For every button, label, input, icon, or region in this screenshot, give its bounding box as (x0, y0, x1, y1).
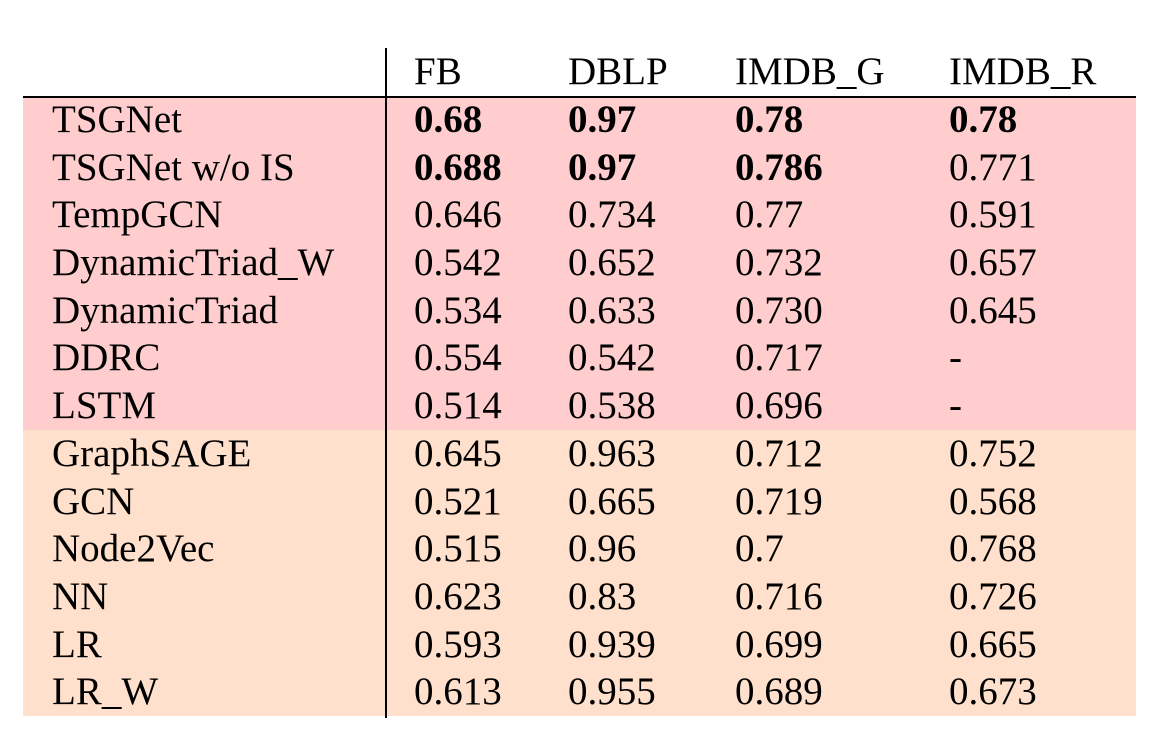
method-name-cell: TempGCN (52, 193, 223, 237)
header-cell-imdb-g: IMDB_G (735, 50, 885, 93)
score-cell: 0.732 (735, 241, 823, 285)
score-cell: 0.515 (414, 527, 502, 571)
table-row (23, 144, 1136, 192)
score-cell: 0.542 (568, 336, 656, 380)
score-cell: 0.726 (949, 574, 1037, 618)
score-cell: 0.538 (568, 384, 656, 428)
score-cell: 0.514 (414, 384, 502, 428)
table-row (23, 287, 1136, 335)
score-cell: 0.97 (568, 98, 637, 141)
table-header-row (23, 48, 1136, 96)
method-name-cell: Node2Vec (52, 527, 215, 571)
score-cell: 0.665 (568, 479, 656, 523)
score-cell: 0.568 (949, 479, 1037, 523)
score-cell: 0.542 (414, 241, 502, 285)
score-cell: 0.83 (568, 574, 637, 618)
table-row (23, 96, 1136, 144)
score-cell: 0.665 (949, 622, 1037, 666)
score-cell: 0.963 (568, 431, 656, 475)
score-cell: 0.716 (735, 574, 823, 618)
table-row (23, 668, 1136, 716)
table-row (23, 621, 1136, 669)
score-cell: 0.696 (735, 384, 823, 428)
header-cell-imdb-r: IMDB_R (949, 50, 1097, 93)
method-name-cell: GraphSAGE (52, 431, 252, 475)
header-cell-fb: FB (414, 50, 462, 93)
table-row (23, 525, 1136, 573)
method-name-cell: LR_W (52, 670, 159, 714)
score-cell: 0.688 (414, 145, 502, 189)
score-cell: 0.955 (568, 670, 656, 714)
score-cell: 0.752 (949, 431, 1037, 475)
score-cell: 0.613 (414, 670, 502, 714)
method-name-cell: LSTM (52, 384, 157, 428)
score-cell: 0.521 (414, 479, 502, 523)
table-row (23, 191, 1136, 239)
method-name-cell: LR (52, 622, 102, 666)
score-cell: - (949, 336, 962, 380)
score-cell: 0.652 (568, 241, 656, 285)
table-body (23, 96, 1136, 716)
score-cell: 0.633 (568, 288, 656, 332)
table-row (23, 382, 1136, 430)
score-cell: - (949, 384, 962, 428)
score-cell: 0.645 (414, 431, 502, 475)
score-cell: 0.554 (414, 336, 502, 380)
method-name-cell: TSGNet w/o IS (52, 145, 295, 189)
score-cell: 0.97 (568, 145, 637, 189)
header-rule (23, 96, 1136, 98)
score-cell: 0.534 (414, 288, 502, 332)
score-cell: 0.7 (735, 527, 784, 571)
score-cell: 0.78 (735, 98, 804, 141)
score-cell: 0.68 (414, 98, 483, 141)
score-cell: 0.623 (414, 574, 502, 618)
score-cell: 0.939 (568, 622, 656, 666)
score-cell: 0.699 (735, 622, 823, 666)
table-row (23, 239, 1136, 287)
table-row (23, 478, 1136, 526)
score-cell: 0.77 (735, 193, 804, 237)
score-cell: 0.730 (735, 288, 823, 332)
method-name-cell: DDRC (52, 336, 161, 380)
score-cell: 0.689 (735, 670, 823, 714)
results-table (23, 48, 1136, 716)
score-cell: 0.712 (735, 431, 823, 475)
method-name-cell: NN (52, 574, 109, 618)
table-row (23, 334, 1136, 382)
score-cell: 0.786 (735, 145, 823, 189)
score-cell: 0.657 (949, 241, 1037, 285)
score-cell: 0.734 (568, 193, 656, 237)
score-cell: 0.771 (949, 145, 1037, 189)
score-cell: 0.719 (735, 479, 823, 523)
score-cell: 0.717 (735, 336, 823, 380)
score-cell: 0.646 (414, 193, 502, 237)
score-cell: 0.645 (949, 288, 1037, 332)
method-name-cell: TSGNet (52, 98, 182, 141)
score-cell: 0.673 (949, 670, 1037, 714)
column-separator (385, 48, 387, 718)
header-cell-dblp: DBLP (568, 50, 668, 93)
table-row (23, 573, 1136, 621)
score-cell: 0.591 (949, 193, 1037, 237)
score-cell: 0.593 (414, 622, 502, 666)
score-cell: 0.78 (949, 98, 1018, 141)
score-cell: 0.96 (568, 527, 637, 571)
method-name-cell: DynamicTriad_W (52, 241, 335, 285)
method-name-cell: GCN (52, 479, 135, 523)
score-cell: 0.768 (949, 527, 1037, 571)
table-row (23, 430, 1136, 478)
method-name-cell: DynamicTriad (52, 288, 279, 332)
